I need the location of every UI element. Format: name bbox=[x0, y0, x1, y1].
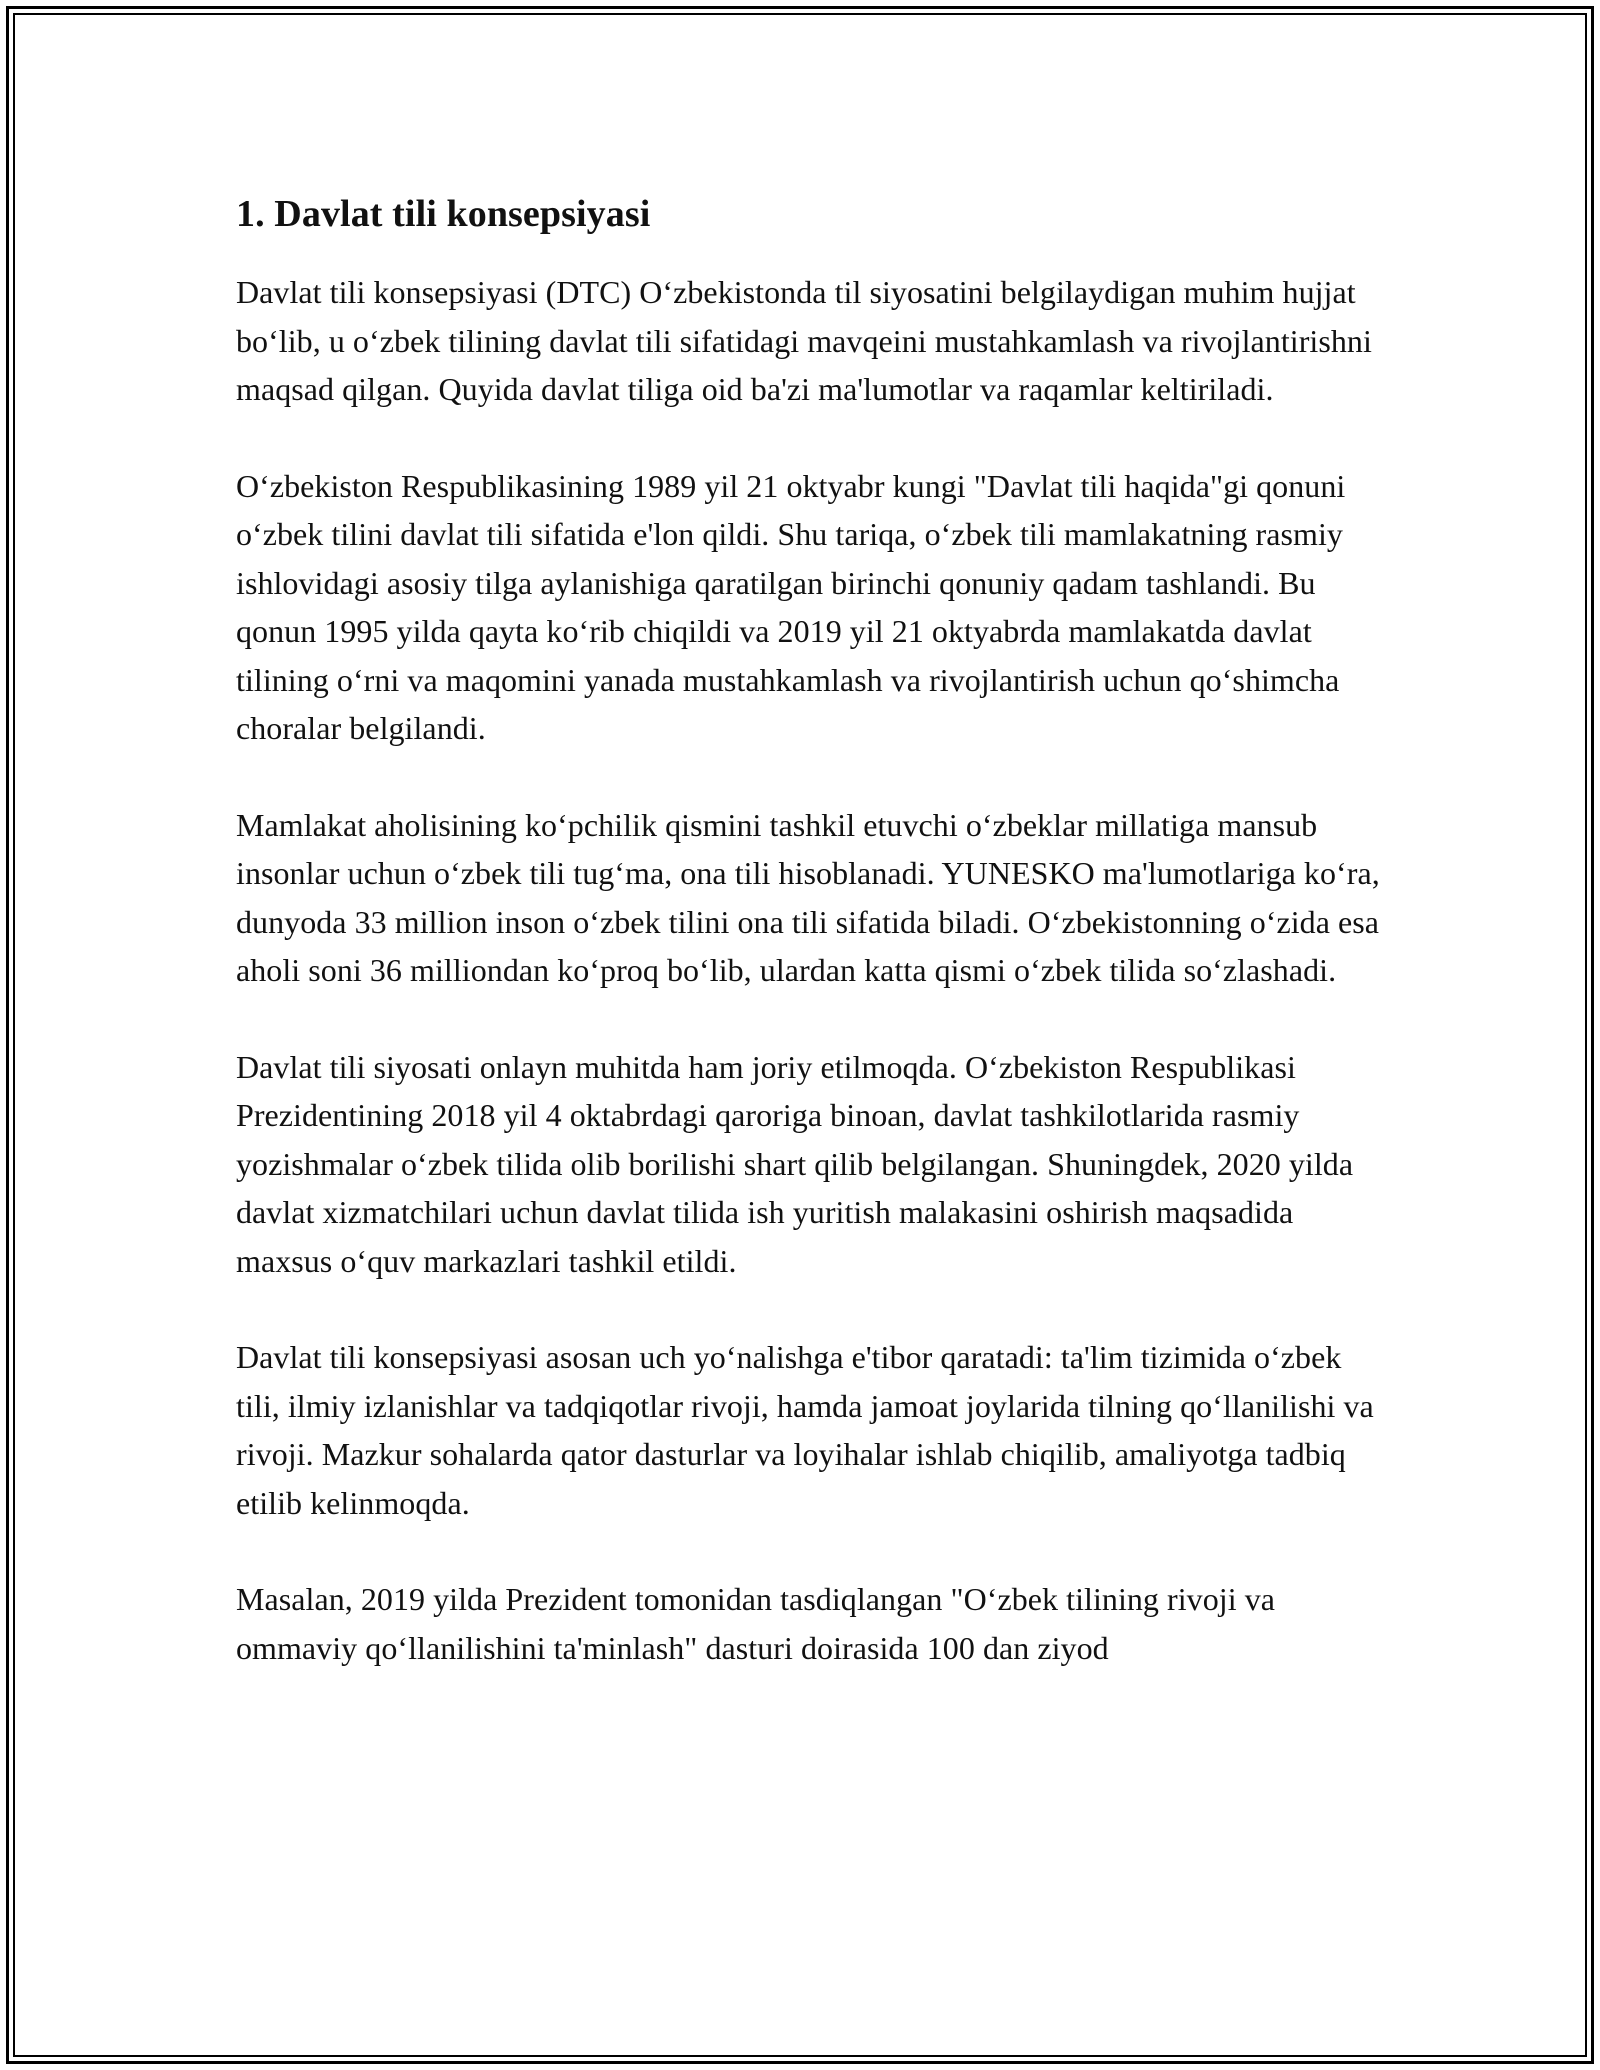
paragraph-6: Masalan, 2019 yilda Prezident tomonidan tasdiqlangan "O‘zbek tilining rivoji va ommaviy qo‘llanilishini ta'minlash" dasturi doirasida 100 dan ziyod bbox=[236, 1581, 1276, 1666]
paragraph-1: Davlat tili konsepsiyasi (DTC) O‘zbekistonda til siyosatini belgilaydigan muhim hujjat bo‘lib, u o‘zbek tilining davlat tili sifatidagi mavqeini mustahkamlash va rivojlantirishni maqsad qilgan. Quyida davlat tiliga oid ba'zi ma'lumotlar va raqamlar keltiriladi. bbox=[236, 274, 1372, 407]
paragraph-2: O‘zbekiston Respublikasining 1989 yil 21 oktyabr kungi "Davlat tili haqida"gi qonuni o‘zbek tilini davlat tili sifatida e'lon qildi. Shu tariqa, o‘zbek tili mamlakatning rasmiy ishlovidagi asosiy tilga aylanishiga qaratilgan birinchi qonuniy qadam tashlandi. Bu qonun 1995 yilda qayta ko‘rib chiqildi va 2019 yil 21 oktyabrda mamlakatda davlat tilining o‘rni va maqomini yanada mustahkamlash va rivojlantirish uchun qo‘shimcha choralar belgilandi. bbox=[236, 467, 1346, 746]
paragraph-4: Davlat tili siyosati onlayn muhitda ham joriy etilmoqda. O‘zbekiston Respublikasi Prezidentining 2018 yil 4 oktabrdagi qaroriga binoan, davlat tashkilotlarida rasmiy yozishmalar o‘zbek tilida olib borilishi shart qilib belgilangan. Shuningdek, 2020 yilda davlat xizmatchilari uchun davlat tilida ish yuritish malakasini oshirish maqsadida maxsus o‘quv markazlari tashkil etildi. bbox=[236, 1048, 1354, 1279]
paragraph-5: Davlat tili konsepsiyasi asosan uch yo‘nalishga e'tibor qaratadi: ta'lim tizimida o‘zbek tili, ilmiy izlanishlar va tadqiqotlar rivoji, hamda jamoat joylarida tilning qo‘llanilishi va rivoji. Mazkur sohalarda qator dasturlar va loyihalar ishlab chiqilib, amaliyotga tadbiq etilib kelinmoqda. bbox=[236, 1339, 1374, 1521]
paragraph-3: Mamlakat aholisining ko‘pchilik qismini tashkil etuvchi o‘zbeklar millatiga mansub insonlar uchun o‘zbek tili tug‘ma, ona tili hisoblanadi. YUNESKO ma'lumotlariga ko‘ra, dunyoda 33 million inson o‘zbek tilini ona tili sifatida biladi. O‘zbekistonning o‘zida esa aholi soni 36 milliondan ko‘proq bo‘lib, ulardan katta qismi o‘zbek tilida so‘zlashadi. bbox=[236, 806, 1380, 988]
section-title: 1. Davlat tili konsepsiyasi bbox=[236, 193, 651, 235]
document-body bbox=[236, 188, 1386, 1720]
